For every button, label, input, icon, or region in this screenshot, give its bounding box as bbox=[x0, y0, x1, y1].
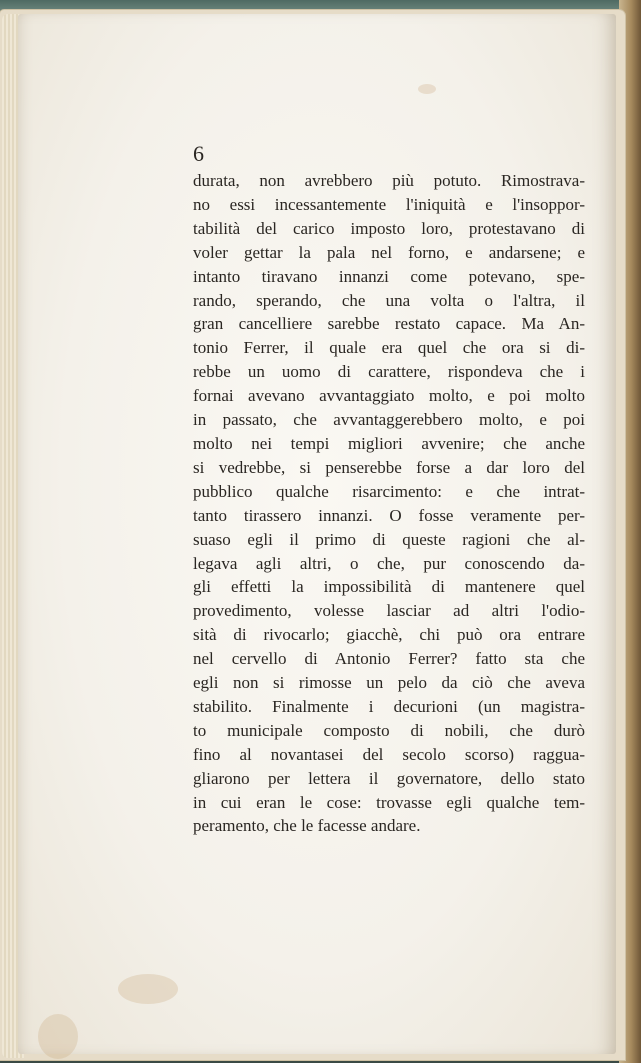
text-line: legava agli altri, o che, pur conoscendo da- bbox=[193, 553, 585, 573]
text-line: fino al novantasei del secolo scorso) raggua- bbox=[193, 744, 585, 764]
text-line: no essi incessantemente l'iniquità e l'insoppor- bbox=[193, 194, 585, 214]
text-line: tanto tirassero innanzi. O fosse veramente per- bbox=[193, 505, 585, 525]
paper-stain bbox=[418, 84, 436, 94]
paper-stain bbox=[38, 1014, 78, 1059]
text-line: rebbe un uomo di carattere, rispondeva che i bbox=[193, 362, 585, 382]
body-text bbox=[193, 169, 585, 838]
text-line: provedimento, volesse lasciar ad altri l'odio- bbox=[193, 601, 585, 621]
text-line: gli effetti la impossibilità di mantenere quel bbox=[193, 577, 585, 597]
text-block bbox=[193, 141, 585, 838]
text-line: si vedrebbe, si penserebbe forse a dar loro del bbox=[193, 457, 585, 477]
text-line: gliarono per lettera il governatore, dello stato bbox=[193, 768, 585, 788]
text-line: egli non si rimosse un pelo da ciò che aveva bbox=[193, 673, 585, 693]
text-line: rando, sperando, che una volta o l'altra, il bbox=[193, 290, 585, 310]
text-line: intanto tiravano innanzi come potevano, spe- bbox=[193, 266, 585, 286]
text-line: peramento, che le facesse andare. bbox=[193, 816, 421, 836]
text-line: molto nei tempi migliori avvenire; che anche bbox=[193, 433, 585, 453]
page-number: 6 bbox=[193, 141, 204, 166]
text-line: voler gettar la pala nel forno, e andarsene; e bbox=[193, 242, 585, 262]
text-line: nel cervello di Antonio Ferrer? fatto sta che bbox=[193, 649, 585, 669]
text-line: sità di rivocarlo; giacchè, chi può ora entrare bbox=[193, 625, 585, 645]
text-line: suaso egli il primo di queste ragioni che al- bbox=[193, 529, 585, 549]
text-line: tonio Ferrer, il quale era quel che ora si di- bbox=[193, 338, 585, 358]
text-line: tabilità del carico imposto loro, protestavano di bbox=[193, 218, 585, 238]
text-line: to municipale composto di nobili, che durò bbox=[193, 720, 585, 740]
text-line: gran cancelliere sarebbe restato capace. Ma An- bbox=[193, 314, 585, 334]
paper-stain bbox=[118, 974, 178, 1004]
text-line: fornai avevano avvantaggiato molto, e poi molto bbox=[193, 386, 585, 406]
text-line: in cui eran le cose: trovasse egli qualche tem- bbox=[193, 792, 585, 812]
text-line: pubblico qualche risarcimento: e che intrat- bbox=[193, 481, 585, 501]
text-line: stabilito. Finalmente i decurioni (un magistra- bbox=[193, 696, 585, 716]
text-line: in passato, che avvantaggerebbero molto, e poi bbox=[193, 410, 585, 430]
text-line: durata, non avrebbero più potuto. Rimostrava- bbox=[193, 171, 585, 190]
